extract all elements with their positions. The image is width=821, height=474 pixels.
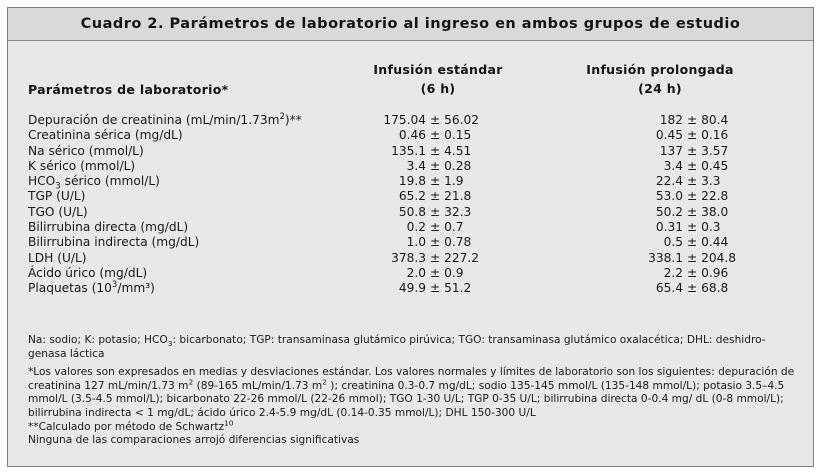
- table-row: [8, 144, 813, 159]
- note-calculation: **Calculado por método de Schwartz$^{10}$: [28, 418, 234, 433]
- cell-pro-sd: ± 22.8: [687, 189, 729, 204]
- row-label: LDH (U/L): [28, 250, 87, 265]
- cell-std-sd: ± 0.9: [430, 265, 464, 280]
- header-std-line2: (6 h): [420, 81, 456, 96]
- note-abbreviations: Na: sodio; K: potasio; $HCO_3$: bicarbonato; TGP: transaminasa glutámico pirúvica; TGO: transaminasa glutámico oxalacética; DHL: deshidro-genasa láctica: [28, 334, 766, 360]
- cell-pro-sd: ± 68.8: [687, 281, 729, 296]
- row-label: Na sérico (mmol/L): [28, 143, 144, 158]
- header-infusion-prolongada: [555, 60, 765, 98]
- table-row: [8, 159, 813, 174]
- table-row: [8, 251, 813, 266]
- cell-pro-mean: 182: [659, 113, 683, 127]
- cell-std-mean: 1.0: [406, 235, 426, 250]
- cell-pro-mean: 22.4: [655, 174, 683, 189]
- cell-pro-mean: 0.5: [663, 235, 683, 250]
- cell-pro-mean: 3.4: [663, 158, 683, 173]
- header-parametros: Parámetros de laboratorio*: [28, 82, 229, 97]
- table-row: [8, 281, 813, 296]
- cell-pro-mean: 137: [659, 143, 683, 158]
- header-std-line1: Infusión estándar: [373, 62, 503, 77]
- cell-std-sd: ± 0.7: [430, 220, 464, 235]
- header-pro-line2: (24 h): [638, 81, 682, 96]
- cell-std-sd: ± 0.15: [430, 128, 472, 143]
- cell-std-mean: 50.8: [398, 204, 426, 219]
- cell-pro-mean: 65.4: [655, 281, 683, 296]
- cell-pro-sd: ± 0.3: [687, 220, 721, 235]
- row-label: Ácido úrico (mg/dL): [28, 265, 148, 280]
- cell-pro-mean: 2.2: [663, 265, 683, 280]
- table-row: [8, 174, 813, 192]
- cell-pro-sd: ± 80.4: [687, 113, 729, 127]
- cell-std-sd: ± 227.2: [430, 250, 479, 265]
- cell-pro-sd: ± 0.16: [687, 128, 729, 143]
- row-label: TGP (U/L): [28, 189, 86, 204]
- table-row: [8, 220, 813, 235]
- cell-std-mean: 135.1: [391, 143, 426, 158]
- cell-pro-sd: ± 204.8: [687, 250, 736, 265]
- row-label: Plaquetas $(10^3/mm^3)$: [28, 280, 155, 296]
- cell-pro-sd: ± 0.96: [687, 265, 729, 280]
- cell-pro-sd: ± 3.57: [687, 143, 729, 158]
- row-label: Depuración de creatinina $(mL/\min/1.73m^2)**$: [28, 111, 302, 127]
- table-row: [8, 113, 813, 128]
- cell-pro-mean: 50.2: [655, 204, 683, 219]
- cell-std-sd: ± 32.3: [430, 204, 472, 219]
- table-row: [8, 128, 813, 143]
- cell-pro-mean: 0.31: [655, 220, 683, 235]
- cell-std-sd: ± 56.02: [430, 113, 479, 127]
- cell-pro-mean: 338.1: [648, 250, 683, 265]
- cell-pro-sd: ± 3.3: [687, 174, 721, 189]
- cell-std-mean: 378.3: [391, 250, 426, 265]
- cell-std-sd: ± 0.78: [430, 235, 472, 250]
- cell-std-mean: 19.8: [398, 174, 426, 189]
- table-row: [8, 235, 813, 250]
- note-comparisons: Ninguna de las comparaciones arrojó diferencias significativas: [28, 434, 360, 447]
- cell-pro-mean: 0.45: [655, 128, 683, 143]
- row-label: TGO (U/L): [28, 204, 88, 219]
- row-label: Bilirrubina directa (mg/dL): [28, 220, 189, 235]
- cell-pro-sd: ± 0.44: [687, 235, 729, 250]
- cell-std-mean: 0.2: [406, 220, 426, 235]
- cell-std-sd: ± 1.9: [430, 174, 464, 189]
- table-frame: [7, 7, 814, 467]
- table-notes: [28, 334, 798, 448]
- cell-std-mean: 0.46: [398, 128, 426, 143]
- cell-pro-sd: ± 38.0: [687, 204, 729, 219]
- table-row: [8, 205, 813, 220]
- row-label: Creatinina sérica (mg/dL): [28, 128, 183, 143]
- cell-std-sd: ± 21.8: [430, 189, 472, 204]
- table-row: [8, 266, 813, 281]
- header-infusion-estandar: [343, 60, 533, 98]
- cell-std-mean: 65.2: [398, 189, 426, 204]
- cell-std-mean: 49.9: [398, 281, 426, 296]
- cell-pro-sd: ± 0.45: [687, 158, 729, 173]
- cell-std-mean: 2.0: [406, 265, 426, 280]
- cell-pro-mean: 53.0: [655, 189, 683, 204]
- header-pro-line1: Infusión prolongada: [586, 62, 734, 77]
- cell-std-sd: ± 0.28: [430, 158, 472, 173]
- table-row: [8, 189, 813, 204]
- row-label: K sérico (mmol/L): [28, 158, 136, 173]
- table-title: Cuadro 2. Parámetros de laboratorio al ingreso en ambos grupos de estudio: [8, 8, 813, 41]
- row-label: $HCO_3$ sérico (mmol/L): [28, 174, 160, 192]
- cell-std-mean: 3.4: [406, 158, 426, 173]
- row-label: Bilirrubina indirecta (mg/dL): [28, 235, 200, 250]
- cell-std-sd: ± 51.2: [430, 281, 472, 296]
- table-body: [8, 113, 813, 297]
- cell-std-sd: ± 4.51: [430, 143, 472, 158]
- note-reference-values: *Los valores son expresados en medias y desviaciones estándar. Los valores normales y límites de laboratorio son los siguientes: depuración de creatinina 127 mL/min/1.73 $m^2$ (89-165 mL/min/1.73 $m^2$ ); creatinina 0.3-0.7 mg/dL; sodio 135-145 mmol/L (135-148 mmol/L); potasio 3.5–4.5 mmol/L (3.5-4.5 mmol/L); bicarbonato 22-26 mmol/L (22-26 mmol); TGO 1-30 U/L; TGP 0-35 U/L; bilirrubina directa 0-0.4 mg/ dL (0-8 mmol/L); bilirrubina indirecta < 1 mg/dL; ácido úrico 2.4-5.9 mg/dL (0.14-0.35 mmol/L); DHL 150-300 U/L: [28, 366, 795, 419]
- cell-std-mean: 175.04: [383, 113, 426, 127]
